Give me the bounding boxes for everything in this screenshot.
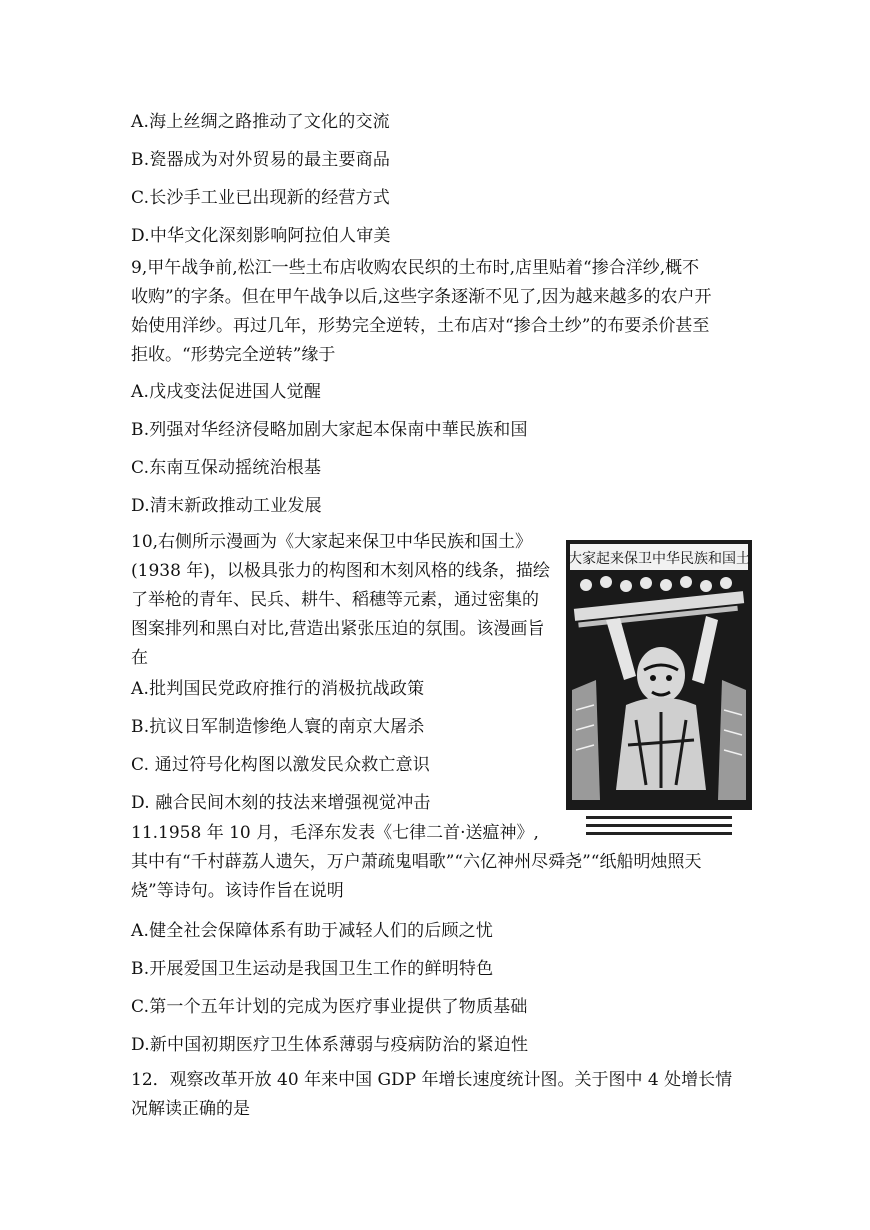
q10-option-d: D. 融合民间木刻的技法来增强视觉冲击: [131, 793, 431, 813]
q10-option-b: B.抗议日军制造惨绝人寰的南京大屠杀: [131, 717, 425, 737]
q10-option-c: C. 通过符号化构图以激发民众救亡意识: [131, 755, 431, 775]
q9-option-a: A.戊戌变法促进国人觉醒: [131, 382, 322, 402]
q12-stem-line: 况解读正确的是: [131, 1099, 250, 1119]
q11-stem-line: 其中有“千村薜荔人遗矢，万户萧疏鬼唱歌”“六亿神州尽舜尧”“纸船明烛照天: [131, 852, 702, 872]
q8-option-b: B.瓷器成为对外贸易的最主要商品: [131, 150, 391, 170]
q11-option-a: A.健全社会保障体系有助于减轻人们的后顾之忧: [131, 921, 494, 941]
q10-stem-line: 在: [131, 648, 148, 668]
q10-stem-line: 图案排列和黑白对比,营造出紧张压迫的氛围。该漫画旨: [131, 619, 545, 639]
q12-stem-line: 12．观察改革开放 40 年来中国 GDP 年增长速度统计图。关于图中 4 处增长情: [131, 1070, 733, 1090]
q11-option-b: B.开展爱国卫生运动是我国卫生工作的鲜明特色: [131, 959, 494, 979]
woodcut-poster-image: [566, 540, 752, 842]
q9-stem-line: 拒收。“形势完全逆转”缘于: [131, 345, 336, 365]
q9-option-b: B.列强对华经济侵略加剧大家起本保南中華民族和国: [131, 420, 528, 440]
q11-stem-line: 11.1958 年 10 月，毛泽东发表《七律二首·送瘟神》,: [131, 823, 539, 843]
q9-option-c: C.东南互保动摇统治根基: [131, 458, 322, 478]
q10-stem-line: 10,右侧所示漫画为《大家起来保卫中华民族和国土》: [131, 532, 533, 552]
q11-stem: [131, 819, 741, 906]
q9-stem-line: 始使用洋纱。再过几年，形势完全逆转，土布店对“掺合土纱”的布要杀价甚至: [131, 316, 710, 336]
q8-option-a: A.海上丝绸之路推动了文化的交流: [131, 112, 390, 132]
q9-stem-line: 9,甲午战争前,松江一些土布店收购农民织的土布时,店里贴着“掺合洋纱,概不: [131, 258, 700, 278]
q10-stem-line: (1938 年)，以极具张力的构图和木刻风格的线条，描绘: [131, 561, 550, 581]
q9-option-d: D.清末新政推动工业发展: [131, 496, 322, 516]
q8-option-d: D.中华文化深刻影响阿拉伯人审美: [131, 226, 391, 246]
woodcut-title: 大家起来保卫中华民族和国土: [568, 551, 750, 567]
q10-stem-line: 了举枪的青年、民兵、耕牛、稻穗等元素，通过密集的: [131, 590, 539, 610]
q10-option-a: A.批判国民党政府推行的消极抗战政策: [131, 679, 425, 699]
q9-stem: [131, 254, 741, 370]
q8-option-c: C.长沙手工业已出现新的经营方式: [131, 188, 391, 208]
q11-option-d: D.新中国初期医疗卫生体系薄弱与疫病防治的紧迫性: [131, 1035, 529, 1055]
q11-option-c: C.第一个五年计划的完成为医疗事业提供了物质基础: [131, 997, 528, 1017]
q12-stem: [131, 1066, 741, 1124]
q9-stem-line: 收购”的字条。但在甲午战争以后,这些字条逐渐不见了,因为越来越多的农户开: [131, 287, 712, 307]
q11-stem-line: 烧”等诗句。该诗作旨在说明: [131, 881, 344, 901]
q10-stem: [131, 528, 561, 673]
